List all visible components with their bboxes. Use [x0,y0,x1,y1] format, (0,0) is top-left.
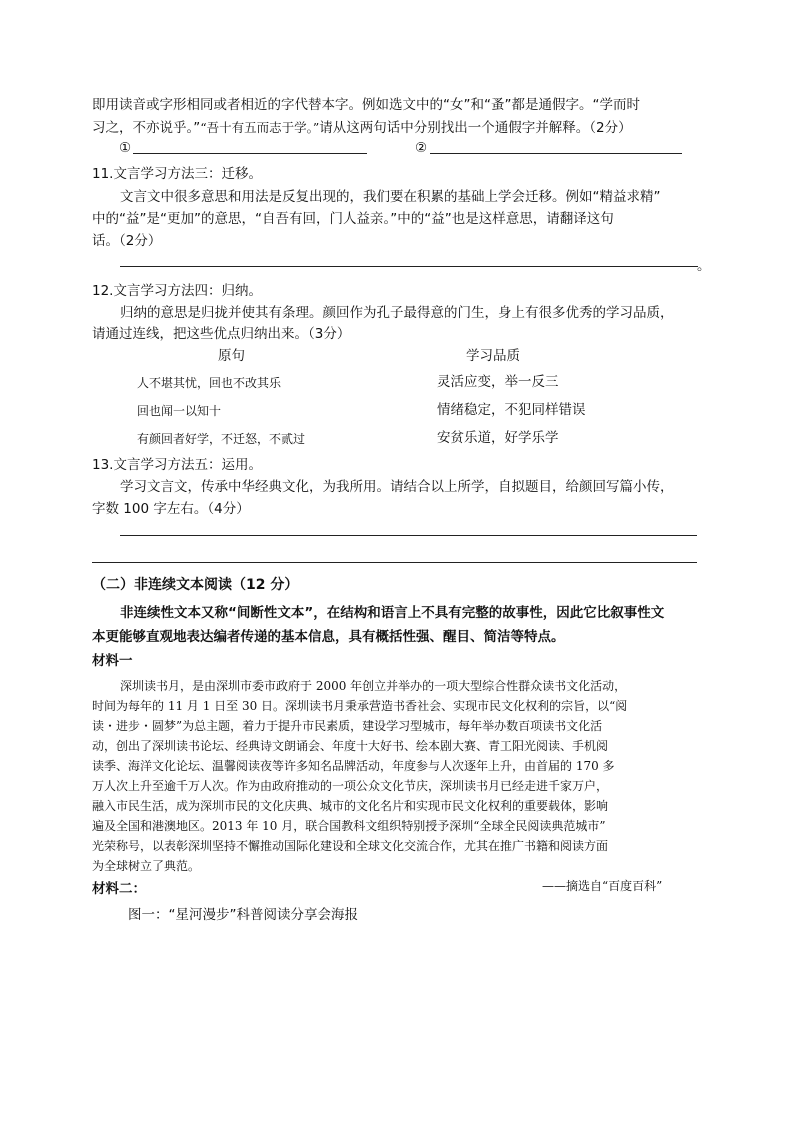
material2-label: 材料二： [92,881,146,897]
q11-title: 11.文言学习方法三：迁移。 [92,166,262,182]
q12-col-right-header: 学习品质 [466,348,520,364]
q13-title: 13.文言学习方法五：运用。 [92,457,262,473]
q10-answer-blank-2[interactable] [430,153,682,154]
q10-quote-b: “吾十有五而志于学。” [200,120,320,135]
q13-p1: 学习文言文，传承中华经典文化，为我所用。请结合以上所学，自拟题目，给颜回写篇小传， [120,479,674,495]
q12-right-item-1[interactable]: 灵活应变，举一反三 [437,374,559,390]
material1-label: 材料一 [92,653,133,669]
material1-line-1: 深圳读书月，是由深圳市委市政府于 2000 年创立并举办的一项大型综合性群众读书文化活动， [120,679,627,693]
q12-p2: 请通过连线，把这些优点归纳出来。（3分） [92,326,351,342]
q11-end-mark: 。 [697,258,711,274]
material1-line-4: 动，创出了深圳读书论坛、经典诗文朗诵会、年度十大好书、绘本剧大赛、青工阳光阅读、手机阅 [92,739,609,753]
q10-instruction: 请从这两句话中分别找出一个通假字并解释。（2分） [319,120,632,136]
material1-line-3: 读・进步・圆梦”为总主题，着力于提升市民素质，建设学习型城市，每年举办数百项读书文化活 [92,719,603,733]
q10-blank2-label: ② [415,140,428,156]
q13-answer-line-2[interactable] [92,562,697,563]
section2-heading: （二）非连续文本阅读（12 分） [92,577,299,593]
q10-quote-a: 习之，不亦说乎。” [92,120,201,136]
figure1-caption: 图一：“星河漫步”科普阅读分享会海报 [128,907,358,923]
material1-line-2: 时间为每年的 11 月 1 日至 30 日。深圳读书月秉承营造书香社会、实现市民文化权利的宗旨，以“阅 [92,699,628,713]
q11-p2: 中的“益”是“更加”的意思，“自吾有回，门人益亲。”中的“益”也是这样意思，请翻译这句 [92,211,614,227]
material1-line-7: 融入市民生活，成为深圳市民的文化庆典、城市的文化名片和实现市民文化权利的重要载体，影响 [92,799,609,813]
q10-line2 [92,119,632,137]
q12-right-item-3[interactable]: 安贫乐道，好学乐学 [437,430,559,446]
q12-p1: 归纳的意思是归拢并使其有条理。颜回作为孔子最得意的门生，身上有很多优秀的学习品质， [120,305,674,321]
q12-col-left-header: 原句 [218,348,245,364]
q10-blank1-label: ① [119,140,132,156]
q10-line1: 即用读音或字形相同或者相近的字代替本字。例如选文中的“女”和“蚤”都是通假字。“学而时 [92,97,640,113]
q12-left-item-1[interactable]: 人不堪其忧，回也不改其乐 [137,376,282,390]
material1-line-9: 光荣称号，以表彰深圳坚持不懈推动国际化建设和全球文化交流合作，尤其在推广书籍和阅读方面 [92,839,609,853]
material1-line-8: 遍及全国和港澳地区。2013 年 10 月，联合国教科文组织特别授予深圳“全球全民阅读典范城市” [92,819,606,833]
q11-p1: 文言文中很多意思和用法是反复出现的，我们要在积累的基础上学会迁移。例如“精益求精” [120,189,661,205]
q11-answer-line[interactable] [120,266,698,267]
q13-answer-line-1[interactable] [120,535,697,536]
q13-p2: 字数 100 字左右。（4分） [92,501,250,517]
material1-source: ——摘选自“百度百科” [542,879,663,893]
q10-answer-blank-1[interactable] [133,153,367,154]
material1-line-5: 读季、海洋文化论坛、温馨阅读夜等许多知名品牌活动，年度参与人次逐年上升，由首届的 170 多 [92,759,615,773]
q11-p3: 话。（2分） [92,233,162,249]
q12-left-item-3[interactable]: 有颜回者好学，不迁怒，不贰过 [137,432,306,446]
section2-intro-1: 非连续性文本又称“间断性文本”，在结构和语言上不具有完整的故事性，因此它比叙事性文 [120,605,665,621]
material1-line-10: 为全球树立了典范。 [92,859,201,873]
q12-left-item-2[interactable]: 回也闻一以知十 [137,404,222,418]
q12-right-item-2[interactable]: 情绪稳定，不犯同样错误 [437,402,586,418]
section2-intro-2: 本更能够直观地表达编者传递的基本信息，具有概括性强、醒目、简洁等特点。 [92,629,565,645]
material1-line-6: 万人次上升至逾千万人次。作为由政府推动的一项公众文化节庆，深圳读书月已经走进千家万户， [92,779,609,793]
q12-title: 12.文言学习方法四：归纳。 [92,283,262,299]
